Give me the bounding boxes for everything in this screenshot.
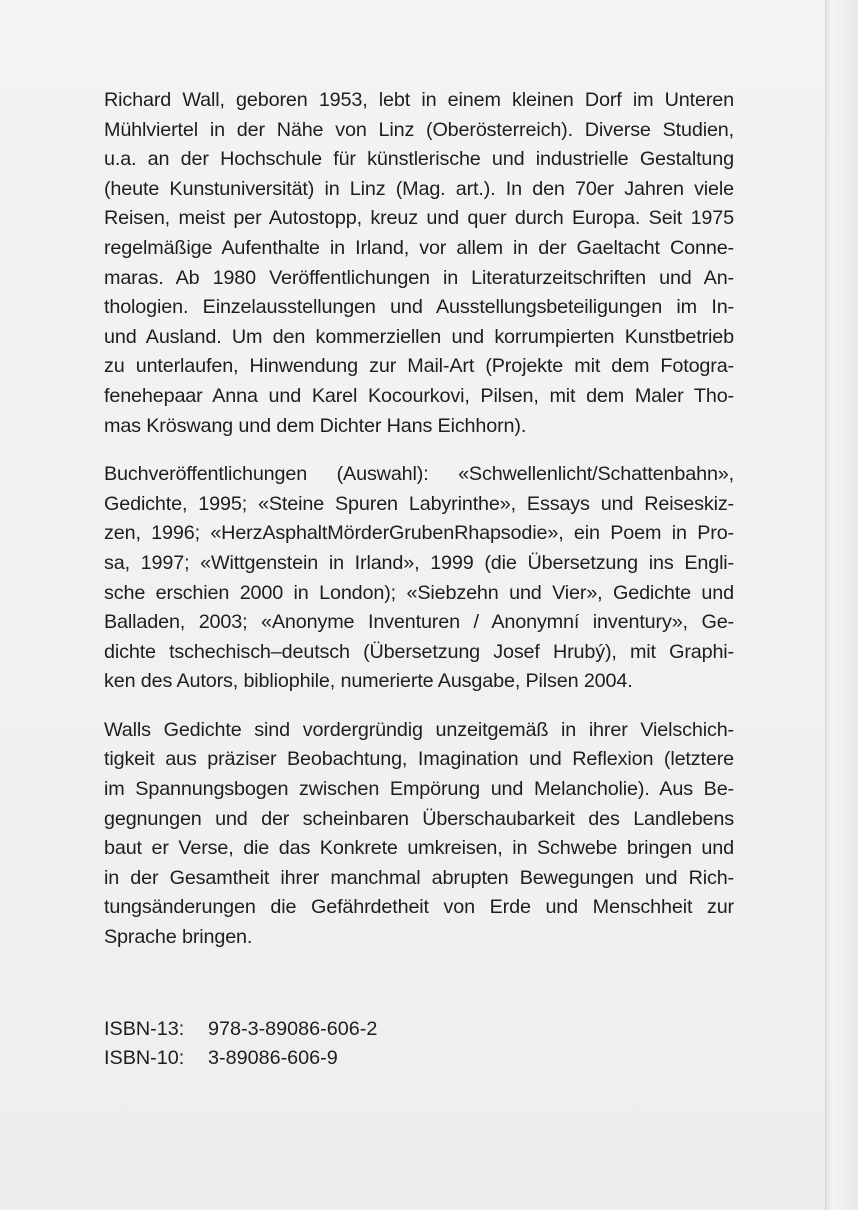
poems-line: baut er Verse, die das Konkrete umkreisen, in Schwebe bringen und bbox=[104, 837, 734, 860]
author-biography-paragraph bbox=[104, 86, 734, 441]
bio-line: fenehepaar Anna und Karel Kocourkovi, Pilsen, mit dem Maler Tho- bbox=[104, 384, 734, 407]
isbn-block bbox=[104, 1015, 377, 1073]
cover-text bbox=[104, 86, 734, 972]
books-line: sa, 1997; «Wittgenstein in Irland», 1999 (die Übersetzung ins Engli- bbox=[104, 551, 734, 574]
poems-line: Walls Gedichte sind vordergründig unzeitgemäß in ihrer Vielschich- bbox=[104, 718, 734, 741]
bio-line: u.a. an der Hochschule für künstlerische und industrielle Gestaltung bbox=[104, 148, 734, 171]
books-line: ken des Autors, bibliophile, numerierte Ausgabe, Pilsen 2004. bbox=[104, 670, 633, 693]
publications-paragraph bbox=[104, 460, 734, 697]
isbn-13-value: 978-3-89086-606-2 bbox=[208, 1018, 378, 1040]
bio-line: Richard Wall, geboren 1953, lebt in einem kleinen Dorf im Unteren bbox=[104, 89, 734, 111]
bio-line: regelmäßige Aufenthalte in Irland, vor allem in der Gaeltacht Conne- bbox=[104, 236, 734, 259]
bio-line: (heute Kunstuniversität) in Linz (Mag. art.). In den 70er Jahren viele bbox=[104, 177, 734, 200]
isbn-10-value: 3-89086-606-9 bbox=[208, 1047, 338, 1069]
books-line: Gedichte, 1995; «Steine Spuren Labyrinthe», Essays und Reiseskiz- bbox=[104, 492, 734, 515]
poems-line: im Spannungsbogen zwischen Empörung und Melancholie). Aus Be- bbox=[104, 778, 734, 801]
books-line: Balladen, 2003; «Anonyme Inventuren / Anonymní inventury», Ge- bbox=[104, 611, 734, 634]
poems-line: Sprache bringen. bbox=[104, 926, 253, 949]
poems-description-paragraph bbox=[104, 716, 734, 953]
isbn-13-row bbox=[104, 1015, 377, 1044]
books-line: zen, 1996; «HerzAsphaltMörderGrubenRhapsodie», ein Poem in Pro- bbox=[104, 522, 734, 545]
bio-line: Reisen, meist per Autostopp, kreuz und quer durch Europa. Seit 1975 bbox=[104, 207, 734, 230]
books-line: Buchveröffentlichungen (Auswahl): «Schwellenlicht/Schattenbahn», bbox=[104, 463, 734, 486]
bio-line: und Ausland. Um den kommerziellen und korrumpierten Kunstbetrieb bbox=[104, 325, 734, 348]
bio-line: zu unterlaufen, Hinwendung zur Mail-Art (Projekte mit dem Fotogra- bbox=[104, 355, 734, 378]
bio-line: thologien. Einzelausstellungen und Ausstellungsbeteiligungen im In- bbox=[104, 296, 734, 319]
poems-line: tigkeit aus präziser Beobachtung, Imagination und Reflexion (letztere bbox=[104, 748, 734, 771]
poems-line: tungsänderungen die Gefährdetheit von Erde und Menschheit zur bbox=[104, 896, 734, 919]
isbn-13-label: ISBN-13: bbox=[104, 1018, 185, 1040]
bio-line: maras. Ab 1980 Veröffentlichungen in Literaturzeitschriften und An- bbox=[104, 266, 734, 289]
bio-line: Mühlviertel in der Nähe von Linz (Oberösterreich). Diverse Studien, bbox=[104, 118, 734, 141]
poems-line: in der Gesamtheit ihrer manchmal abrupten Bewegungen und Rich- bbox=[104, 866, 734, 889]
isbn-10-label: ISBN-10: bbox=[104, 1047, 185, 1069]
bio-line: mas Kröswang und dem Dichter Hans Eichhorn). bbox=[104, 414, 527, 437]
books-line: sche erschien 2000 in London); «Siebzehn und Vier», Gedichte und bbox=[104, 581, 734, 604]
page-edge bbox=[825, 0, 858, 1210]
books-line: dichte tschechisch–deutsch (Übersetzung Josef Hrubý), mit Graphi- bbox=[104, 640, 734, 663]
isbn-10-row bbox=[104, 1044, 377, 1073]
poems-line: gegnungen und der scheinbaren Überschaubarkeit des Landlebens bbox=[104, 807, 734, 830]
